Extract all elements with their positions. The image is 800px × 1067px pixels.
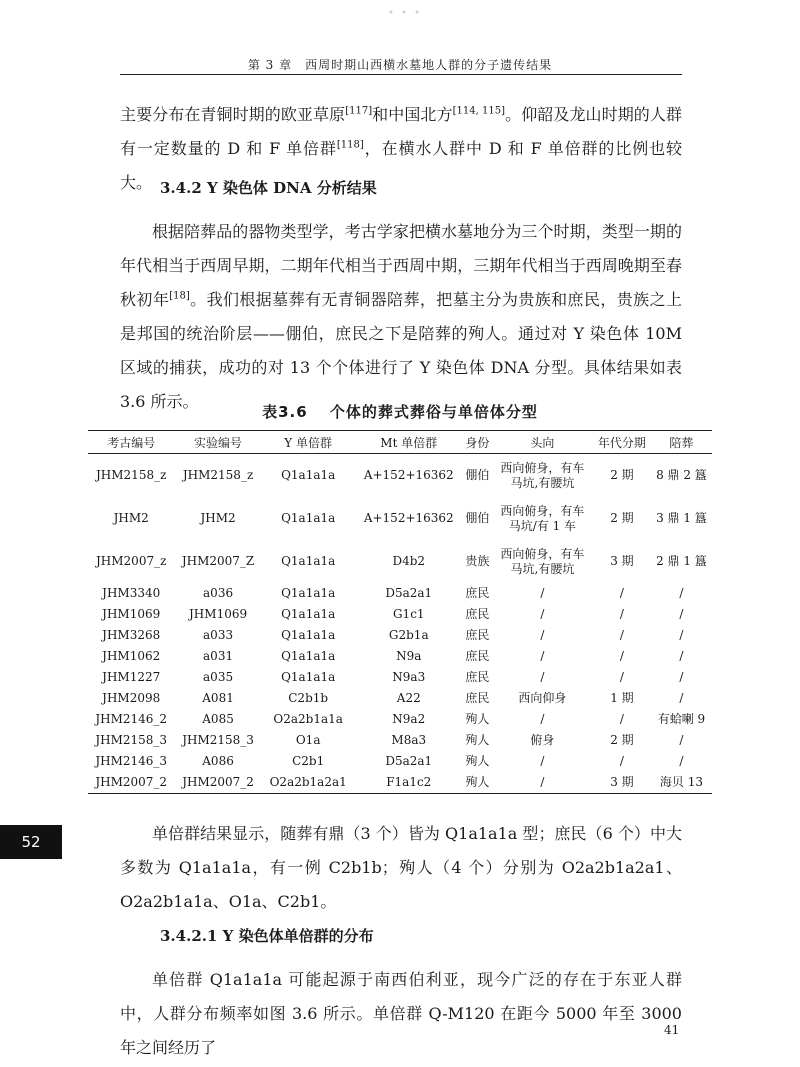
cell-grave-goods: /: [679, 586, 684, 600]
table-caption: 表3.6 个体的葬式葬俗与单倍体分型: [262, 403, 538, 421]
cell-period: /: [619, 649, 624, 663]
column-header-y-haplogroup: Y 单倍群: [262, 431, 355, 454]
running-header: 第 3 章 西周时期山西横水墓地人群的分子遗传结果: [247, 58, 553, 72]
table-row: [88, 688, 712, 709]
cell-orientation: 西向俯身，有车 马坑/有 1 车: [500, 503, 585, 533]
citation-18: [18]: [169, 290, 190, 302]
column-header-mt-haplogroup: Mt 单倍群: [355, 431, 463, 454]
cell-period: /: [619, 628, 624, 642]
cell-orientation: 西向仰身: [518, 691, 567, 705]
haplogroup-table: [88, 430, 712, 794]
cell-mt-haplogroup: N9a3: [392, 670, 426, 684]
cell-grave-goods: 3 鼎 1 簋: [656, 511, 707, 525]
cell-y-haplogroup: O2a2b1a2a1: [262, 772, 355, 794]
cell-lab-id: A081: [202, 691, 234, 705]
column-header-lab-id: 实验编号: [174, 431, 261, 454]
cell-lab-id: JHM2158_3: [182, 733, 254, 747]
cell-grave-goods: /: [679, 628, 684, 642]
cell-lab-id: a035: [203, 670, 234, 684]
cell-lab-id: a033: [203, 628, 234, 642]
cell-lab-id: JHM2007_Z: [181, 554, 255, 568]
cell-status: 庶民: [465, 607, 490, 621]
paragraph-q1a1a1a-origin: 单倍群 Q1a1a1a 可能起源于南西伯利亚，现今广泛的存在于东亚人群中，人群分布频率如图 3.6 所示。单倍群 Q-M120 在距今 5000 年至 3000 年之间经历了: [120, 970, 682, 1057]
table-row: [88, 772, 712, 794]
cell-y-haplogroup: O1a: [295, 733, 321, 747]
cell-archaeology-id: JHM1069: [102, 607, 161, 621]
cell-status: 殉人: [463, 772, 492, 794]
cell-status: 庶民: [465, 691, 490, 705]
citation-118: [118]: [336, 139, 364, 151]
cell-lab-id: JHM2158_z: [182, 468, 254, 482]
cell-lab-id: A086: [202, 754, 234, 768]
cell-orientation: 西向俯身，有车 马坑,有腰坑: [500, 546, 585, 576]
cell-period: /: [619, 754, 624, 768]
cell-period: /: [619, 586, 624, 600]
cell-orientation: /: [540, 649, 545, 663]
cell-status: 庶民: [465, 628, 490, 642]
cell-status: 殉人: [465, 733, 490, 747]
cell-y-haplogroup: C2b1b: [288, 691, 329, 705]
cell-status: 倗伯: [465, 468, 490, 482]
cell-orientation: 俯身: [530, 733, 555, 747]
cell-mt-haplogroup: M8a3: [391, 733, 427, 747]
cell-grave-goods: 有蛤喇 9: [657, 712, 706, 726]
cell-grave-goods: 海贝 13: [651, 772, 712, 794]
cell-archaeology-id: JHM2158_z: [95, 468, 167, 482]
table-row: [88, 646, 712, 667]
column-header-orientation: 头向: [492, 431, 593, 454]
cell-period: /: [619, 670, 624, 684]
cell-mt-haplogroup: N9a: [396, 649, 422, 663]
table-row: [88, 540, 712, 583]
cell-archaeology-id: JHM2: [113, 511, 149, 525]
cell-y-haplogroup: Q1a1a1a: [281, 586, 336, 600]
column-header-status: 身份: [463, 431, 492, 454]
cell-grave-goods: 8 鼎 2 簋: [656, 468, 707, 482]
cell-archaeology-id: JHM2098: [102, 691, 161, 705]
cell-lab-id: A085: [202, 712, 234, 726]
cell-archaeology-id: JHM2007_z: [95, 554, 167, 568]
cell-period: 3 期: [610, 554, 634, 568]
table-row: [88, 625, 712, 646]
cell-status: 庶民: [465, 649, 490, 663]
cell-grave-goods: /: [679, 754, 684, 768]
cell-archaeology-id: JHM3340: [102, 586, 161, 600]
citation-117: [117]: [345, 105, 373, 117]
section-heading-3-4-2: 3.4.2 Y 染色体 DNA 分析结果: [160, 179, 377, 197]
cell-y-haplogroup: Q1a1a1a: [281, 607, 336, 621]
cell-mt-haplogroup: G1c1: [392, 607, 425, 621]
table-row: [88, 454, 712, 498]
cell-mt-haplogroup: G2b1a: [388, 628, 429, 642]
cell-mt-haplogroup: N9a2: [392, 712, 426, 726]
cell-grave-goods: 2 鼎 1 簋: [656, 554, 707, 568]
scroll-indicator: • • •: [388, 8, 423, 19]
cell-grave-goods: /: [679, 733, 684, 747]
cell-grave-goods: /: [679, 649, 684, 663]
table-row: [88, 667, 712, 688]
page-tab: 52: [0, 825, 62, 859]
paragraph-periodization: 根据陪葬品的器物类型学，考古学家把横水墓地分为三个时期，类型一期的年代相当于西周早期，二期年代相当于西周中期，三期年代相当于西周晚期至春秋初年[18]。我们根据墓葬有无青铜器陪葬，把墓主分为贵族和庶民，贵族之上是邦国的统治阶层——倗伯，庶民之下是陪葬的殉人。通过对 Y 染色体 10M 区域的捕获，成功的对 13 个个体进行了 Y 染色体 DNA 分型。具体结果如表 3.6 所示。: [120, 222, 682, 411]
cell-mt-haplogroup: D5a2a1: [385, 586, 433, 600]
page-number: 41: [664, 1023, 680, 1037]
cell-orientation: /: [540, 586, 545, 600]
cell-orientation: /: [540, 754, 545, 768]
cell-y-haplogroup: Q1a1a1a: [281, 670, 336, 684]
table-row: [88, 730, 712, 751]
cell-orientation: 西向俯身，有车 马坑,有腰坑: [500, 460, 585, 490]
cell-lab-id: JHM2: [200, 511, 236, 525]
cell-archaeology-id: JHM2146_3: [95, 754, 168, 768]
cell-status: 庶民: [465, 586, 490, 600]
cell-archaeology-id: JHM1062: [102, 649, 161, 663]
cell-mt-haplogroup: D5a2a1: [385, 754, 433, 768]
table-row: [88, 497, 712, 540]
cell-y-haplogroup: Q1a1a1a: [281, 628, 336, 642]
cell-y-haplogroup: Q1a1a1a: [281, 511, 336, 525]
table-row: [88, 751, 712, 772]
cell-lab-id: a031: [203, 649, 234, 663]
cell-status: 倗伯: [465, 511, 490, 525]
cell-period: 2 期: [610, 511, 634, 525]
cell-y-haplogroup: O2a2b1a1a: [273, 712, 343, 726]
citation-114-115: [114, 115]: [452, 105, 506, 117]
cell-status: 贵族: [465, 554, 490, 568]
cell-status: 殉人: [465, 712, 490, 726]
cell-grave-goods: /: [679, 607, 684, 621]
cell-period: 2 期: [610, 733, 634, 747]
cell-lab-id: a036: [203, 586, 234, 600]
column-header-archaeology-id: 考古编号: [88, 431, 174, 454]
cell-status: 殉人: [465, 754, 490, 768]
cell-period: 3 期: [593, 772, 651, 794]
cell-y-haplogroup: Q1a1a1a: [281, 468, 336, 482]
cell-orientation: /: [492, 772, 593, 794]
cell-y-haplogroup: Q1a1a1a: [281, 554, 336, 568]
cell-archaeology-id: JHM2007_2: [88, 772, 174, 794]
cell-period: /: [619, 607, 624, 621]
cell-archaeology-id: JHM2158_3: [95, 733, 168, 747]
cell-mt-haplogroup: A+152+16362: [363, 511, 454, 525]
paragraph-haplogroup-results: 单倍群结果显示，随葬有鼎（3 个）皆为 Q1a1a1a 型；庶民（6 个）中大多数为 Q1a1a1a，有一例 C2b1b；殉人（4 个）分别为 O2a2b1a2a1、O2a2b1a1a、O1a、C2b1。: [120, 824, 682, 911]
cell-orientation: /: [540, 628, 545, 642]
cell-period: /: [619, 712, 624, 726]
cell-mt-haplogroup: F1a1c2: [355, 772, 463, 794]
cell-mt-haplogroup: D4b2: [392, 554, 426, 568]
cell-mt-haplogroup: A+152+16362: [363, 468, 454, 482]
column-header-grave-goods: 陪葬: [651, 431, 712, 454]
cell-lab-id: JHM1069: [189, 607, 248, 621]
header-rule: [120, 74, 682, 75]
cell-y-haplogroup: Q1a1a1a: [281, 649, 336, 663]
table-row: [88, 583, 712, 604]
table-row: [88, 709, 712, 730]
cell-period: 1 期: [610, 691, 634, 705]
cell-grave-goods: /: [679, 670, 684, 684]
table-header-row: [88, 431, 712, 454]
cell-period: 2 期: [610, 468, 634, 482]
cell-status: 庶民: [465, 670, 490, 684]
cell-y-haplogroup: C2b1: [292, 754, 325, 768]
section-heading-3-4-2-1: 3.4.2.1 Y 染色体单倍群的分布: [160, 927, 374, 945]
cell-mt-haplogroup: A22: [396, 691, 421, 705]
column-header-period: 年代分期: [593, 431, 651, 454]
cell-orientation: /: [540, 670, 545, 684]
cell-archaeology-id: JHM3268: [102, 628, 161, 642]
cell-lab-id: JHM2007_2: [174, 772, 261, 794]
cell-grave-goods: /: [679, 691, 684, 705]
paragraph-haplogroup-distribution: 主要分布在青铜时期的欧亚草原[117]和中国北方[114, 115]。仰韶及龙山时期的人群有一定数量的 D 和 F 单倍群[118]，在横水人群中 D 和 F 单倍群的比例也较大。: [120, 105, 682, 192]
cell-orientation: /: [540, 607, 545, 621]
cell-archaeology-id: JHM1227: [102, 670, 161, 684]
cell-orientation: /: [540, 712, 545, 726]
cell-archaeology-id: JHM2146_2: [95, 712, 168, 726]
table-row: [88, 604, 712, 625]
